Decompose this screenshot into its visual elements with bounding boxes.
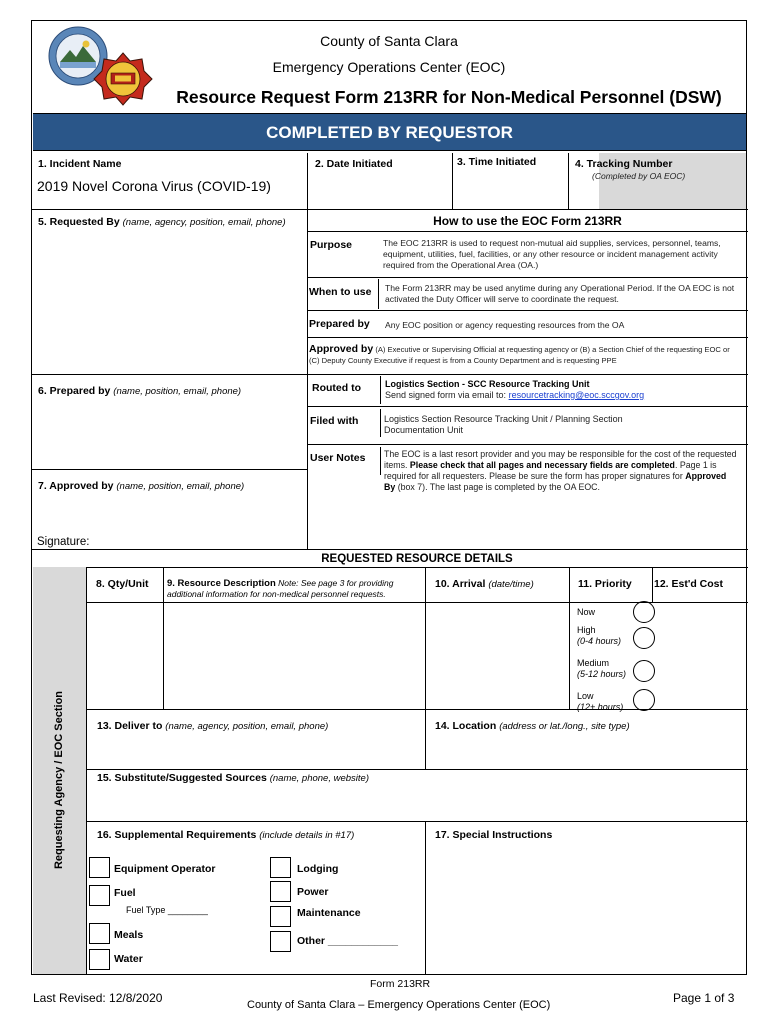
priority-high-radio[interactable]: [633, 627, 655, 649]
resource-description-label: 9. Resource Description Note: See page 3 for providing additional information for non-medical personnel requests.: [167, 578, 394, 599]
purpose-text: The EOC 213RR is used to request non-mutual aid supplies, services, personnel, teams, equipment, utilities, fuel, facilities, or any other resource or incident management activity required from the Operational Area (OA.): [383, 238, 721, 270]
howto-title: How to use the EOC Form 213RR: [433, 214, 622, 228]
other-label[interactable]: Other ____________: [297, 935, 398, 947]
deliver-to-label[interactable]: 13. Deliver to (name, agency, position, email, phone): [97, 720, 329, 732]
requested-by-label[interactable]: 5. Requested By (name, agency, position, email, phone): [38, 216, 286, 228]
meals-checkbox[interactable]: [89, 923, 110, 944]
tracking-number-label: 4. Tracking Number: [575, 158, 673, 170]
equipment-operator-checkbox[interactable]: [89, 857, 110, 878]
user-notes-text: The EOC is a last resort provider and you may be responsible for the cost of the requested items. Please check that all pages and necessary fields are completed. Page 1 is required for all requesters. Please be sure the form has proper signatures for Approved By (box 7). The last page is completed by the OA EOC.: [384, 449, 737, 492]
prepared-by-howto-label: Prepared by: [309, 318, 370, 330]
footer-organization: County of Santa Clara – Emergency Operations Center (EOC): [247, 999, 551, 1011]
priority-label: 11. Priority: [578, 578, 632, 590]
footer-page-number: Page 1 of 3: [673, 991, 735, 1005]
date-initiated-label[interactable]: 2. Date Initiated: [315, 158, 393, 170]
section-banner: COMPLETED BY REQUESTOR: [33, 113, 746, 151]
routed-to-text: Logistics Section - SCC Resource Tracking Unit Send signed form via email to: resourcetracking@eoc.sccgov.org: [385, 379, 645, 400]
user-notes-label: User Notes: [310, 452, 366, 464]
water-checkbox[interactable]: [89, 949, 110, 970]
substitute-sources-label[interactable]: 15. Substitute/Suggested Sources (name, phone, website): [97, 772, 369, 784]
priority-medium-label: Medium (5-12 hours): [577, 658, 627, 679]
supplemental-requirements-label: 16. Supplemental Requirements (include details in #17): [97, 829, 355, 841]
power-label: Power: [297, 886, 329, 898]
incident-name-label: 1. Incident Name: [38, 158, 122, 170]
approved-by-howto: Approved by (A) Executive or Supervising Official at requesting agency or (B) a Section Chief of the requesting EOC or (C) Deputy County Executive if request is from a County Department and is requesting PPE: [309, 344, 730, 365]
incident-name-value[interactable]: 2019 Novel Corona Virus (COVID-19): [37, 178, 271, 194]
prepared-by-howto-text: Any EOC position or agency requesting resources from the OA: [385, 320, 625, 330]
other-checkbox[interactable]: [270, 931, 291, 952]
filed-with-text: Logistics Section Resource Tracking Unit / Planning Section Documentation Unit: [384, 414, 623, 435]
when-to-use-label: When to use: [309, 286, 372, 298]
special-instructions-label[interactable]: 17. Special Instructions: [435, 829, 553, 841]
water-label: Water: [114, 953, 143, 965]
maintenance-label: Maintenance: [297, 907, 361, 919]
approved-by-label[interactable]: 7. Approved by (name, position, email, phone): [38, 480, 245, 492]
estd-cost-label: 12. Est'd Cost: [654, 578, 724, 590]
footer-form-name: Form 213RR: [370, 978, 431, 990]
sidebar-label: Requesting Agency / EOC Section: [53, 690, 65, 870]
resource-tracking-email-link[interactable]: resourcetracking@eoc.sccgov.org: [508, 390, 645, 400]
estd-cost-input[interactable]: [654, 604, 746, 708]
routed-to-label: Routed to: [312, 382, 361, 394]
equipment-operator-label: Equipment Operator: [114, 863, 216, 875]
priority-high-label: High (0-4 hours): [577, 625, 622, 646]
lodging-label: Lodging: [297, 863, 339, 875]
footer-last-revised: Last Revised: 12/8/2020: [33, 991, 163, 1005]
priority-now-label: Now: [577, 607, 596, 617]
qty-unit-label: 8. Qty/Unit: [96, 578, 149, 590]
arrival-label: 10. Arrival (date/time): [435, 578, 534, 590]
fuel-checkbox[interactable]: [89, 885, 110, 906]
resource-description-input[interactable]: [165, 604, 423, 708]
priority-medium-radio[interactable]: [633, 660, 655, 682]
priority-now-radio[interactable]: [633, 601, 655, 623]
eoc-name: Emergency Operations Center (EOC): [272, 59, 506, 75]
details-title: REQUESTED RESOURCE DETAILS: [321, 553, 513, 565]
time-initiated-label[interactable]: 3. Time Initiated: [457, 156, 537, 168]
meals-label: Meals: [114, 929, 144, 941]
priority-low-label: Low (12+ hours): [577, 691, 624, 712]
qty-unit-input[interactable]: [88, 604, 162, 708]
lodging-checkbox[interactable]: [270, 857, 291, 878]
purpose-label: Purpose: [310, 239, 353, 251]
maintenance-checkbox[interactable]: [270, 906, 291, 927]
arrival-input[interactable]: [427, 604, 567, 708]
when-to-use-text: The Form 213RR may be used anytime during any Operational Period. If the OA EOC is not activated the Duty Officer will serve to coordinate the request.: [385, 283, 735, 304]
priority-low-radio[interactable]: [633, 689, 655, 711]
power-checkbox[interactable]: [270, 881, 291, 902]
form-title: Resource Request Form 213RR for Non-Medical Personnel (DSW): [176, 87, 722, 107]
location-label[interactable]: 14. Location (address or lat./long., site type): [435, 720, 630, 732]
tracking-number-note: (Completed by OA EOC): [592, 171, 686, 181]
filed-with-label: Filed with: [310, 415, 359, 427]
form-frame: [31, 20, 747, 975]
fuel-label: Fuel: [114, 887, 136, 899]
fuel-type-field[interactable]: Fuel Type ________: [126, 905, 208, 915]
county-name: County of Santa Clara: [320, 33, 458, 49]
prepared-by-label[interactable]: 6. Prepared by (name, position, email, phone): [38, 385, 242, 397]
signature-label[interactable]: Signature:: [37, 536, 90, 548]
